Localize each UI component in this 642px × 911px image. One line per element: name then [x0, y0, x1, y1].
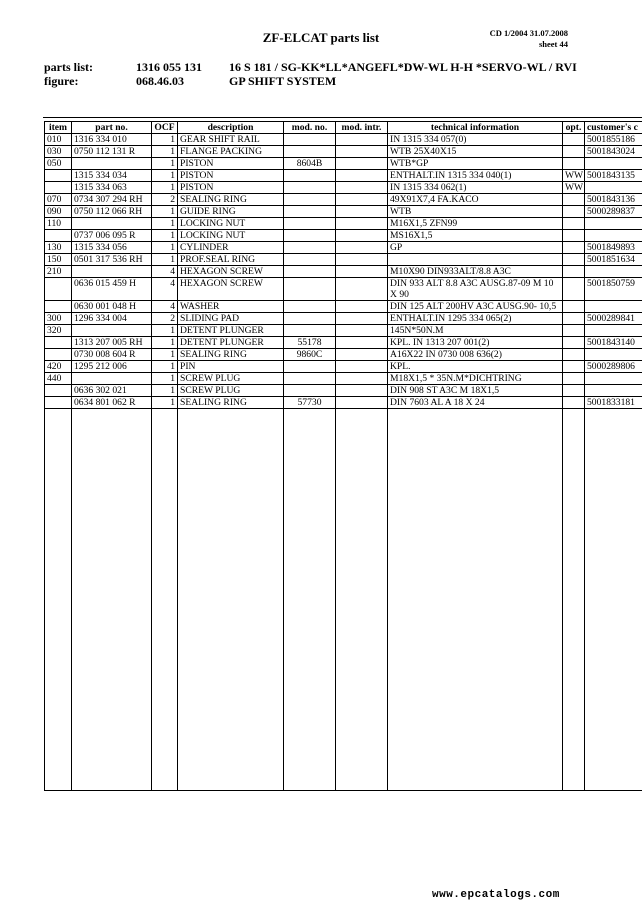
cell-mod-intr	[336, 146, 388, 158]
parts-list-label: parts list:	[44, 60, 93, 74]
cell-item	[45, 182, 72, 194]
cell-technical-information: 49X91X7,4 FA.KACO	[388, 194, 563, 206]
cell-part-no: 1315 334 063	[72, 182, 152, 194]
cell-technical-information: DIN 7603 AL A 18 X 24	[388, 397, 563, 409]
cell-customer: 5001849893	[585, 242, 642, 254]
cell-mod-no	[284, 242, 336, 254]
cell-item: 320	[45, 325, 72, 337]
cell-mod-no	[284, 206, 336, 218]
cell-mod-intr	[336, 337, 388, 349]
cell-ocf: 1	[152, 349, 178, 361]
table-row	[45, 230, 642, 242]
cell-customer	[585, 349, 642, 361]
cell-part-no: 1315 334 056	[72, 242, 152, 254]
cell-technical-information	[388, 254, 563, 266]
cell-technical-information: M10X90 DIN933ALT/8.8 A3C	[388, 266, 563, 278]
cell-mod-no	[284, 385, 336, 397]
cell-opt	[563, 373, 585, 385]
empty-cell	[284, 409, 336, 791]
empty-cell	[178, 409, 284, 791]
cell-part-no	[72, 373, 152, 385]
cell-item: 090	[45, 206, 72, 218]
table-row	[45, 397, 642, 409]
cell-item	[45, 337, 72, 349]
empty-cell	[152, 409, 178, 791]
table-row	[45, 206, 642, 218]
cell-ocf: 1	[152, 158, 178, 170]
cell-opt	[563, 361, 585, 373]
cell-technical-information: M16X1,5 ZFN99	[388, 218, 563, 230]
cell-technical-information: KPL. IN 1313 207 001(2)	[388, 337, 563, 349]
cell-ocf: 1	[152, 385, 178, 397]
cell-customer: 5001855186	[585, 134, 642, 146]
cell-mod-intr	[336, 301, 388, 313]
cell-ocf: 1	[152, 218, 178, 230]
cell-mod-no	[284, 373, 336, 385]
cell-mod-no	[284, 266, 336, 278]
table-row	[45, 301, 642, 313]
cell-mod-intr	[336, 385, 388, 397]
cell-opt	[563, 230, 585, 242]
cell-part-no: 0730 008 604 R	[72, 349, 152, 361]
cell-ocf: 4	[152, 278, 178, 301]
table-row	[45, 361, 642, 373]
cell-mod-intr	[336, 218, 388, 230]
cell-item	[45, 349, 72, 361]
cell-opt: WW	[563, 182, 585, 194]
cell-item: 300	[45, 313, 72, 325]
cell-description: PISTON	[178, 158, 284, 170]
table-empty-area	[45, 409, 642, 791]
cell-opt	[563, 266, 585, 278]
table-row	[45, 170, 642, 182]
cell-part-no: 0634 801 062 R	[72, 397, 152, 409]
parts-list-number: 1316 055 131	[136, 60, 202, 74]
col-mod-no: mod. no.	[284, 122, 336, 134]
cell-description: DETENT PLUNGER	[178, 325, 284, 337]
cell-technical-information: IN 1315 334 057(0)	[388, 134, 563, 146]
cell-mod-intr	[336, 373, 388, 385]
cell-ocf: 1	[152, 134, 178, 146]
col-ocf: OCF	[152, 122, 178, 134]
cell-mod-no	[284, 146, 336, 158]
cell-technical-information: KPL.	[388, 361, 563, 373]
cell-ocf: 1	[152, 182, 178, 194]
cd-info	[490, 28, 568, 50]
cell-opt	[563, 242, 585, 254]
cell-description: PROF.SEAL RING	[178, 254, 284, 266]
cell-mod-no	[284, 254, 336, 266]
cell-part-no: 0636 015 459 H	[72, 278, 152, 301]
cell-item: 030	[45, 146, 72, 158]
col-part-no: part no.	[72, 122, 152, 134]
table-row	[45, 134, 642, 146]
cell-technical-information: GP	[388, 242, 563, 254]
cell-part-no: 1295 212 006	[72, 361, 152, 373]
table-row	[45, 182, 642, 194]
table-row	[45, 242, 642, 254]
figure-label: figure:	[44, 74, 79, 88]
watermark-url: www.epcatalogs.com	[432, 889, 560, 901]
cell-mod-no	[284, 170, 336, 182]
cell-mod-intr	[336, 254, 388, 266]
cell-opt	[563, 301, 585, 313]
col-item: item	[45, 122, 72, 134]
figure-description: GP SHIFT SYSTEM	[229, 74, 337, 88]
cell-item: 070	[45, 194, 72, 206]
table-row	[45, 373, 642, 385]
cell-mod-intr	[336, 170, 388, 182]
cell-mod-no: 57730	[284, 397, 336, 409]
cell-part-no: 1316 334 010	[72, 134, 152, 146]
cell-description: FLANGE PACKING	[178, 146, 284, 158]
cell-opt	[563, 337, 585, 349]
parts-table	[44, 121, 642, 791]
cell-description: DETENT PLUNGER	[178, 337, 284, 349]
table-row	[45, 325, 642, 337]
table-row	[45, 266, 642, 278]
cell-ocf: 1	[152, 373, 178, 385]
cell-mod-no	[284, 134, 336, 146]
cell-mod-no	[284, 182, 336, 194]
empty-cell	[388, 409, 563, 791]
empty-cell	[72, 409, 152, 791]
cell-item	[45, 170, 72, 182]
cell-item: 150	[45, 254, 72, 266]
cell-mod-intr	[336, 397, 388, 409]
cell-mod-no: 8604B	[284, 158, 336, 170]
table-row	[45, 146, 642, 158]
header-rule	[43, 117, 642, 118]
cell-ocf: 4	[152, 266, 178, 278]
cell-item: 440	[45, 373, 72, 385]
cell-ocf: 1	[152, 361, 178, 373]
cell-opt	[563, 206, 585, 218]
cell-ocf: 1	[152, 397, 178, 409]
cell-part-no: 0737 006 095 R	[72, 230, 152, 242]
cd-date: CD 1/2004 31.07.2008	[489, 28, 568, 38]
cell-customer: 5001843024	[585, 146, 642, 158]
col-description: description	[178, 122, 284, 134]
sheet-number: sheet 44	[538, 39, 568, 49]
cell-item: 010	[45, 134, 72, 146]
cell-opt	[563, 313, 585, 325]
cell-customer	[585, 230, 642, 242]
cell-description: HEXAGON SCREW	[178, 278, 284, 301]
table-row	[45, 278, 642, 301]
cell-technical-information: IN 1315 334 062(1)	[388, 182, 563, 194]
cell-technical-information: A16X22 IN 0730 008 636(2)	[388, 349, 563, 361]
cell-item	[45, 230, 72, 242]
cell-opt	[563, 278, 585, 301]
cell-item: 420	[45, 361, 72, 373]
cell-item	[45, 385, 72, 397]
cell-mod-no	[284, 361, 336, 373]
cell-mod-no	[284, 325, 336, 337]
empty-cell	[336, 409, 388, 791]
cell-mod-intr	[336, 194, 388, 206]
col-opt: opt.	[563, 122, 585, 134]
cell-mod-intr	[336, 230, 388, 242]
cell-item	[45, 278, 72, 301]
cell-opt	[563, 146, 585, 158]
cell-customer: 5001850759	[585, 278, 642, 301]
cell-opt	[563, 325, 585, 337]
cell-description: PISTON	[178, 170, 284, 182]
cell-opt	[563, 349, 585, 361]
cell-customer	[585, 182, 642, 194]
cell-mod-intr	[336, 278, 388, 301]
cell-mod-intr	[336, 158, 388, 170]
cell-technical-information: ENTHALT.IN 1295 334 065(2)	[388, 313, 563, 325]
cell-description: SCREW PLUG	[178, 373, 284, 385]
cell-opt	[563, 397, 585, 409]
cell-mod-intr	[336, 266, 388, 278]
cell-customer: 5000289806	[585, 361, 642, 373]
cell-description: GEAR SHIFT RAIL	[178, 134, 284, 146]
cell-item	[45, 397, 72, 409]
cell-mod-intr	[336, 182, 388, 194]
cell-mod-no	[284, 230, 336, 242]
cell-description: SLIDING PAD	[178, 313, 284, 325]
cell-opt	[563, 194, 585, 206]
cell-technical-information: WTB*GP	[388, 158, 563, 170]
cell-customer: 5001843140	[585, 337, 642, 349]
cell-ocf: 1	[152, 146, 178, 158]
cell-mod-intr	[336, 349, 388, 361]
cell-customer: 5000289841	[585, 313, 642, 325]
cell-ocf: 4	[152, 301, 178, 313]
cell-description: PISTON	[178, 182, 284, 194]
cell-part-no: 0734 307 294 RH	[72, 194, 152, 206]
cell-ocf: 1	[152, 325, 178, 337]
cell-customer	[585, 158, 642, 170]
cell-ocf: 1	[152, 230, 178, 242]
cell-part-no	[72, 266, 152, 278]
cell-technical-information: 145N*50N.M	[388, 325, 563, 337]
cell-description: LOCKING NUT	[178, 230, 284, 242]
cell-technical-information: WTB	[388, 206, 563, 218]
document-title: ZF-ELCAT parts list	[262, 30, 380, 45]
cell-opt	[563, 254, 585, 266]
figure-number: 068.46.03	[136, 74, 184, 88]
table-row	[45, 218, 642, 230]
cell-description: SEALING RING	[178, 349, 284, 361]
cell-item	[45, 301, 72, 313]
cell-customer	[585, 218, 642, 230]
cell-opt	[563, 134, 585, 146]
cell-item: 130	[45, 242, 72, 254]
table-row	[45, 349, 642, 361]
cell-customer	[585, 325, 642, 337]
cell-technical-information: MS16X1,5	[388, 230, 563, 242]
cell-part-no: 0750 112 131 R	[72, 146, 152, 158]
cell-description: PIN	[178, 361, 284, 373]
cell-description: LOCKING NUT	[178, 218, 284, 230]
col-technical-information: technical information	[388, 122, 563, 134]
cell-part-no: 1296 334 004	[72, 313, 152, 325]
cell-customer: 5001843136	[585, 194, 642, 206]
cell-part-no	[72, 218, 152, 230]
cell-description: SCREW PLUG	[178, 385, 284, 397]
cell-part-no	[72, 325, 152, 337]
cell-technical-information: WTB 25X40X15	[388, 146, 563, 158]
table-header-row	[45, 122, 642, 134]
table-row	[45, 313, 642, 325]
cell-ocf: 2	[152, 194, 178, 206]
col-mod-intr: mod. intr.	[336, 122, 388, 134]
cell-technical-information: M18X1,5 * 35N.M*DICHTRING	[388, 373, 563, 385]
cell-ocf: 2	[152, 313, 178, 325]
cell-mod-intr	[336, 313, 388, 325]
table-row	[45, 158, 642, 170]
cell-customer: 5001851634	[585, 254, 642, 266]
table-row	[45, 385, 642, 397]
cell-mod-intr	[336, 325, 388, 337]
cell-description: CYLINDER	[178, 242, 284, 254]
col-customer: customer's c	[585, 122, 642, 134]
cell-customer: 5000289837	[585, 206, 642, 218]
cell-ocf: 1	[152, 206, 178, 218]
cell-part-no	[72, 158, 152, 170]
parts-list-description: 16 S 181 / SG-KK*LL*ANGEFL*DW-WL H-H *SERVO-WL / RVI	[229, 60, 577, 74]
cell-customer	[585, 373, 642, 385]
cell-technical-information: DIN 125 ALT 200HV A3C AUSG.90- 10,5	[388, 301, 563, 313]
cell-mod-no	[284, 301, 336, 313]
cell-description: WASHER	[178, 301, 284, 313]
cell-mod-no	[284, 194, 336, 206]
table-row	[45, 337, 642, 349]
cell-customer	[585, 385, 642, 397]
cell-technical-information: ENTHALT.IN 1315 334 040(1)	[388, 170, 563, 182]
cell-technical-information: DIN 933 ALT 8.8 A3C AUSG.87-09 M 10 X 90	[388, 278, 563, 301]
cell-item: 050	[45, 158, 72, 170]
cell-mod-no	[284, 278, 336, 301]
cell-item: 210	[45, 266, 72, 278]
cell-mod-no	[284, 313, 336, 325]
cell-opt	[563, 158, 585, 170]
cell-mod-no	[284, 218, 336, 230]
cell-mod-intr	[336, 242, 388, 254]
cell-item: 110	[45, 218, 72, 230]
cell-mod-no: 55178	[284, 337, 336, 349]
cell-mod-intr	[336, 206, 388, 218]
cell-ocf: 1	[152, 170, 178, 182]
cell-opt	[563, 218, 585, 230]
cell-opt: WW	[563, 170, 585, 182]
cell-mod-intr	[336, 134, 388, 146]
cell-description: SEALING RING	[178, 397, 284, 409]
table-row	[45, 194, 642, 206]
cell-mod-no: 9860C	[284, 349, 336, 361]
cell-ocf: 1	[152, 337, 178, 349]
cell-ocf: 1	[152, 254, 178, 266]
cell-mod-intr	[336, 361, 388, 373]
cell-description: HEXAGON SCREW	[178, 266, 284, 278]
cell-part-no: 0630 001 048 H	[72, 301, 152, 313]
empty-cell	[45, 409, 72, 791]
empty-cell	[563, 409, 585, 791]
cell-customer: 5001843135	[585, 170, 642, 182]
table-row	[45, 254, 642, 266]
cell-ocf: 1	[152, 242, 178, 254]
cell-customer	[585, 301, 642, 313]
cell-description: SEALING RING	[178, 194, 284, 206]
cell-customer: 5001833181	[585, 397, 642, 409]
cell-part-no: 1313 207 005 RH	[72, 337, 152, 349]
empty-cell	[585, 409, 642, 791]
cell-technical-information: DIN 908 ST A3C M 18X1,5	[388, 385, 563, 397]
cell-customer	[585, 266, 642, 278]
cell-opt	[563, 385, 585, 397]
cell-description: GUIDE RING	[178, 206, 284, 218]
cell-part-no: 0750 112 066 RH	[72, 206, 152, 218]
cell-part-no: 0501 317 536 RH	[72, 254, 152, 266]
cell-part-no: 1315 334 034	[72, 170, 152, 182]
cell-part-no: 0636 302 021	[72, 385, 152, 397]
